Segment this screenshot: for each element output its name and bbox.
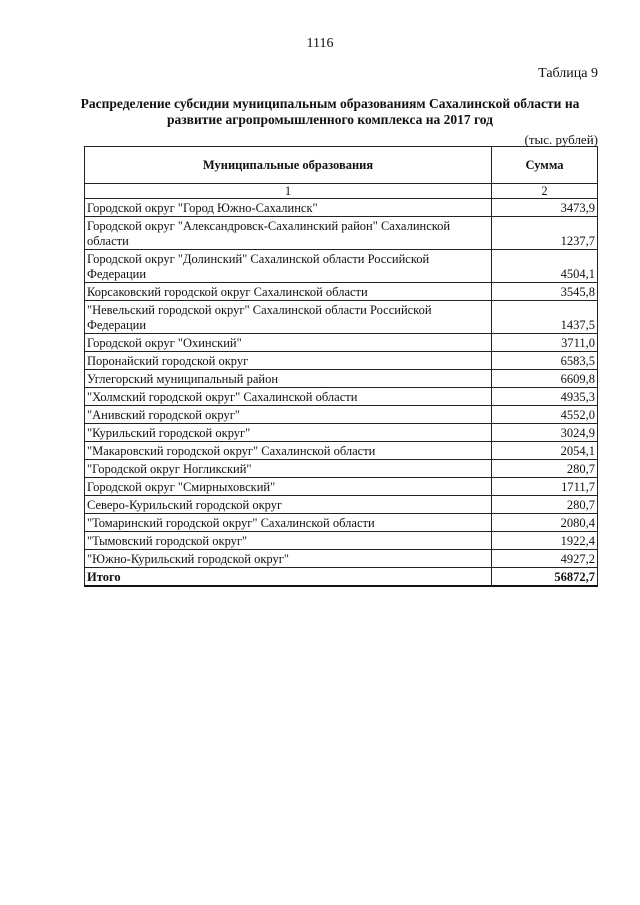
- table-row: [85, 514, 598, 532]
- column-header-municipality: Муниципальные образования: [85, 147, 492, 184]
- subsidy-sum: 1237,7: [492, 217, 598, 250]
- total-label: Итого: [85, 568, 492, 587]
- table-header-row: [85, 147, 598, 184]
- municipality-name: "Городской округ Ногликский": [85, 460, 492, 478]
- municipality-name: Городской округ "Город Южно-Сахалинск": [85, 199, 492, 217]
- municipality-name: Углегорский муниципальный район: [85, 370, 492, 388]
- municipality-name: Корсаковский городской округ Сахалинской области: [85, 283, 492, 301]
- page-number: 1116: [306, 36, 334, 51]
- municipality-name: "Анивский городской округ": [85, 406, 492, 424]
- table-row: [85, 352, 598, 370]
- subsidy-sum: 4504,1: [492, 250, 598, 283]
- units-label: (тыс. рублей): [524, 132, 598, 147]
- table-row: [85, 283, 598, 301]
- table-row: [85, 496, 598, 514]
- column-number-1: 1: [85, 184, 492, 199]
- municipality-name: "Макаровский городской округ" Сахалинской области: [85, 442, 492, 460]
- table-row: [85, 217, 598, 250]
- municipality-name: Городской округ "Охинский": [85, 334, 492, 352]
- table-row: [85, 370, 598, 388]
- table-label: Таблица 9: [538, 66, 598, 81]
- municipality-name: Поронайский городской округ: [85, 352, 492, 370]
- table-row: [85, 406, 598, 424]
- subsidy-sum: 6583,5: [492, 352, 598, 370]
- municipality-name: "Тымовский городской округ": [85, 532, 492, 550]
- subsidy-sum: 1711,7: [492, 478, 598, 496]
- subsidy-sum: 3473,9: [492, 199, 598, 217]
- total-sum: 56872,7: [492, 568, 598, 587]
- municipality-name: "Южно-Курильский городской округ": [85, 550, 492, 568]
- table-row: [85, 424, 598, 442]
- subsidy-table: [84, 146, 598, 587]
- table-row: [85, 442, 598, 460]
- table-row: [85, 550, 598, 568]
- subsidy-sum: 3545,8: [492, 283, 598, 301]
- municipality-name: "Томаринский городской округ" Сахалинской области: [85, 514, 492, 532]
- column-header-sum: Сумма: [492, 147, 598, 184]
- subsidy-sum: 6609,8: [492, 370, 598, 388]
- subsidy-sum: 4935,3: [492, 388, 598, 406]
- subsidy-sum: 3711,0: [492, 334, 598, 352]
- table-row: [85, 199, 598, 217]
- subsidy-sum: 3024,9: [492, 424, 598, 442]
- column-number-row: [85, 184, 598, 199]
- subsidy-sum: 4927,2: [492, 550, 598, 568]
- subsidy-sum: 280,7: [492, 496, 598, 514]
- subsidy-sum: 280,7: [492, 460, 598, 478]
- municipality-name: Городской округ "Долинский" Сахалинской области Российской Федерации: [85, 250, 492, 283]
- table-row: [85, 388, 598, 406]
- table-row: [85, 532, 598, 550]
- subsidy-sum: 4552,0: [492, 406, 598, 424]
- municipality-name: "Холмский городской округ" Сахалинской области: [85, 388, 492, 406]
- subsidy-sum: 2080,4: [492, 514, 598, 532]
- column-number-2: 2: [492, 184, 598, 199]
- municipality-name: "Невельский городской округ" Сахалинской области Российской Федерации: [85, 301, 492, 334]
- subsidy-sum: 2054,1: [492, 442, 598, 460]
- table-row: [85, 250, 598, 283]
- municipality-name: Северо-Курильский городской округ: [85, 496, 492, 514]
- municipality-name: Городской округ "Александровск-Сахалинский район" Сахалинской области: [85, 217, 492, 250]
- table-row: [85, 301, 598, 334]
- municipality-name: "Курильский городской округ": [85, 424, 492, 442]
- subsidy-sum: 1437,5: [492, 301, 598, 334]
- table-row: [85, 334, 598, 352]
- table-row: [85, 478, 598, 496]
- municipality-name: Городской округ "Смирныховский": [85, 478, 492, 496]
- total-row: [85, 568, 598, 587]
- subsidy-sum: 1922,4: [492, 532, 598, 550]
- table-row: [85, 460, 598, 478]
- document-title: Распределение субсидии муниципальным образованиям Сахалинской области на развитие агропромышленного комплекса на 2017 год: [80, 96, 580, 127]
